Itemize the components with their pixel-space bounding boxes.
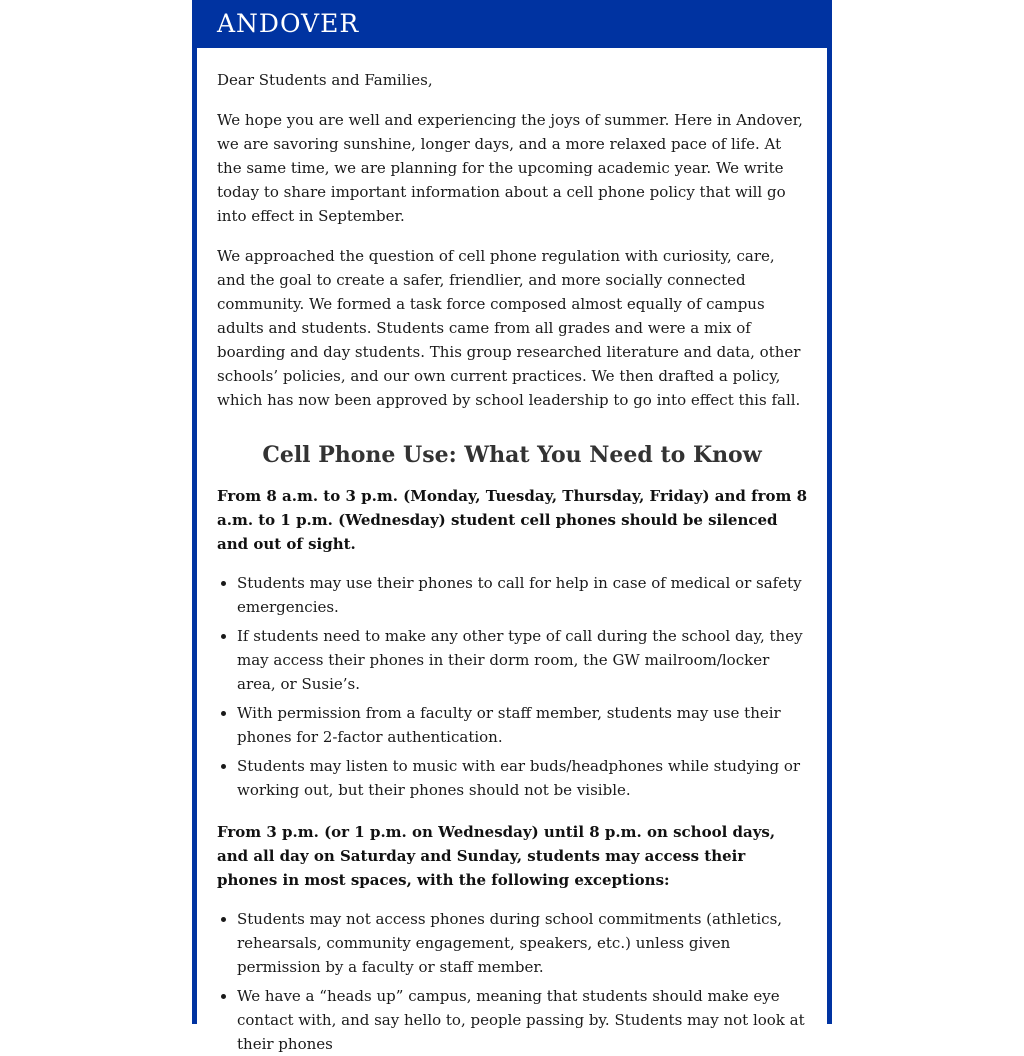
header-bar: [192, 0, 832, 48]
school-hours-rule: From 8 a.m. to 3 p.m. (Monday, Tuesday, Thursday, Friday) and from 8 a.m. to 1 p.m. (Wednesday) student cell phones should be silenced and out of sight.: [217, 487, 808, 553]
intro-paragraph: We hope you are well and experiencing the joys of summer. Here in Andover, we are savoring sunshine, longer days, and a more relaxed pace of life. At the same time, we are planning for the upcoming academic year. We write today to share important information about a cell phone policy that will go into effect in September.: [217, 111, 803, 225]
andover-logo[interactable]: ANDOVER: [217, 9, 360, 38]
list-item: • If students need to make any other type of call during the school day, they may access their phones in their dorm room, the GW mailroom/locker area, or Susie’s.: [237, 624, 807, 696]
letter-body: [197, 48, 827, 1053]
list-item: • Students may not access phones during school commitments (athletics, rehearsals, community engagement, speakers, etc.) unless given permission by a faculty or staff member.: [237, 907, 807, 979]
list-item: • With permission from a faculty or staff member, students may use their phones for 2-factor authentication.: [237, 701, 807, 749]
after-hours-exceptions-list: [217, 907, 807, 1056]
school-hours-exceptions-list: [217, 571, 807, 802]
greeting: Dear Students and Families,: [217, 71, 433, 89]
section-heading: Cell Phone Use: What You Need to Know: [262, 442, 762, 468]
approach-paragraph: We approached the question of cell phone regulation with curiosity, care, and the goal to create a safer, friendlier, and more socially connected community. We formed a task force composed almost equally of campus adults and students. Students came from all grades and were a mix of boarding and day students. This group researched literature and data, other schools’ policies, and our own current practices. We then drafted a policy, which has now been approved by school leadership to go into effect this fall.: [217, 247, 801, 409]
after-hours-rule: From 3 p.m. (or 1 p.m. on Wednesday) until 8 p.m. on school days, and all day on Saturday and Sunday, students may access their phones in most spaces, with the following exceptions:: [217, 823, 776, 889]
list-item: • Students may listen to music with ear buds/headphones while studying or working out, but their phones should not be visible.: [237, 754, 807, 802]
list-item: • Students may use their phones to call for help in case of medical or safety emergencies.: [237, 571, 807, 619]
list-item: • We have a “heads up” campus, meaning that students should make eye contact with, and say hello to, people passing by. Students may not look at their phones: [237, 984, 807, 1056]
email-frame: [192, 0, 832, 1053]
